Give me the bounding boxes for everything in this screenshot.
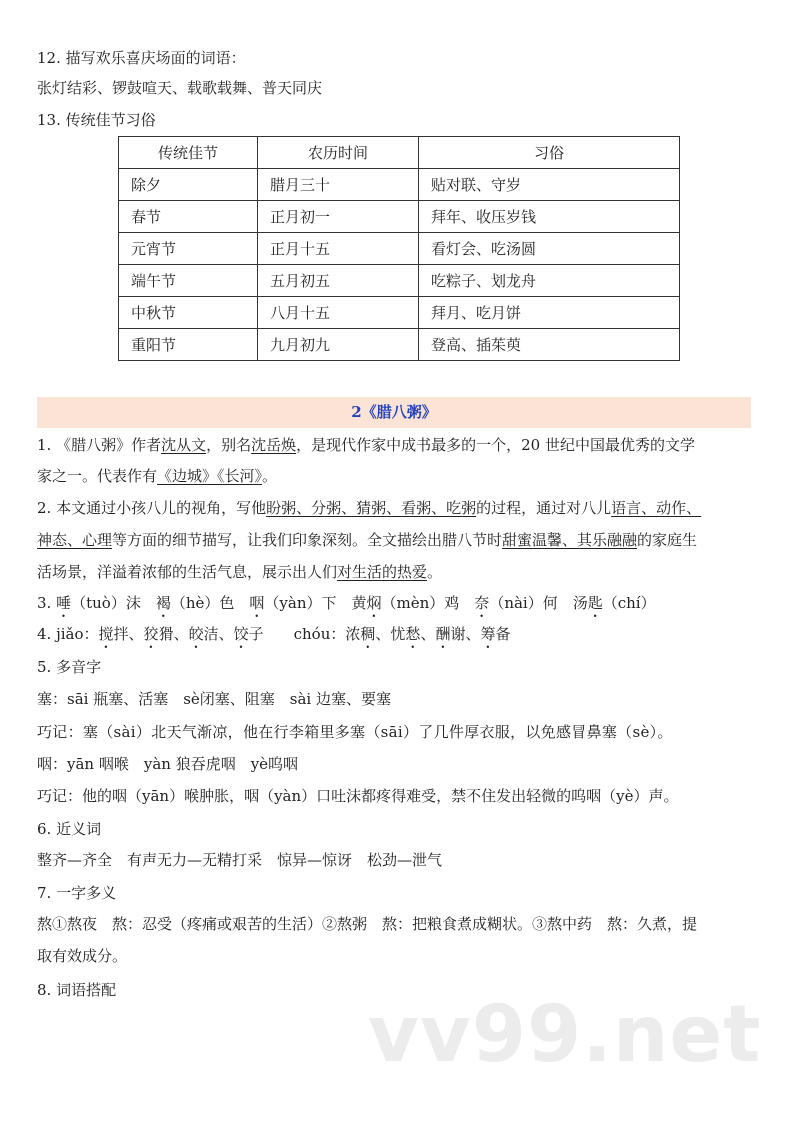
underlined: 对生活的热爱 <box>337 563 428 581</box>
text: 谢、 <box>450 625 481 643</box>
text: 洁、 <box>203 625 234 643</box>
festive-words: 张灯结彩、锣鼓喧天、载歌载舞、普天同庆 <box>37 79 323 97</box>
text: 4. jiǎo： <box>37 625 99 643</box>
underlined: 甜蜜温馨、其乐融融 <box>502 531 638 549</box>
underlined: 盼粥、分粥、猜粥、看粥、吃粥 <box>266 499 477 517</box>
text: 。 <box>262 467 278 485</box>
item-3 <box>37 593 656 621</box>
text: 拌、 <box>113 625 144 643</box>
table-cell: 五月初五 <box>258 265 419 297</box>
table-cell: 春节 <box>119 201 258 233</box>
text: 的过程，通过对八儿 <box>476 499 612 517</box>
heading-5: 5. 多音字 <box>37 658 102 676</box>
meanings-line-2: 取有效成分。 <box>37 947 128 965</box>
item-4 <box>37 624 511 652</box>
yan-readings: 咽：yān 咽喉 yàn 狼吞虎咽 yè呜咽 <box>37 755 299 773</box>
text: 的家庭生 <box>637 531 698 549</box>
watermark: vv99.net <box>368 990 762 1080</box>
table-row <box>119 297 680 329</box>
heading-12: 12. 描写欢乐喜庆场面的词语： <box>37 49 246 67</box>
text: （nài）何 汤 <box>489 594 588 612</box>
col-header: 传统佳节 <box>119 137 258 169</box>
emphasized-char: 狡 <box>143 625 159 643</box>
item-1-line-1 <box>37 435 695 455</box>
heading-8: 8. 词语搭配 <box>37 981 117 999</box>
meanings-line-1: 熬①熬夜 熬：忍受（疼痛或艰苦的生活）②熬粥 熬：把粮食煮成糊状。③熬中药 熬：久煮，提 <box>37 915 698 933</box>
emphasized-char: 匙 <box>587 594 603 612</box>
table-header-row <box>119 137 680 169</box>
text: 1. 《腊八粥》作者 <box>37 436 162 454</box>
col-header: 农历时间 <box>258 137 419 169</box>
table-cell: 贴对联、守岁 <box>419 169 680 201</box>
item-1-line-2 <box>37 466 277 486</box>
text: 、 <box>420 625 436 643</box>
section-title: 2《腊八粥》 <box>37 397 751 428</box>
table-cell: 除夕 <box>119 169 258 201</box>
item-2-line-1 <box>37 498 701 518</box>
text: 、忧 <box>375 625 406 643</box>
text: （mèn）鸡 <box>381 594 475 612</box>
author: 沈从文 <box>161 436 207 454</box>
emphasized-char: 褐 <box>155 594 171 612</box>
table-row <box>119 329 680 361</box>
text: ，别名 <box>206 436 252 454</box>
emphasized-char: 酬 <box>435 625 451 643</box>
emphasized-char: 饺 <box>233 625 249 643</box>
col-header: 习俗 <box>419 137 680 169</box>
text: （hè）色 <box>170 594 250 612</box>
table-cell: 正月初一 <box>258 201 419 233</box>
emphasized-char: 愁 <box>405 625 421 643</box>
text: 2. 本文通过小孩八儿的视角，写他 <box>37 499 267 517</box>
text: 3. <box>37 594 57 612</box>
underlined: 语言、动作、 <box>611 499 702 517</box>
yan-tip: 巧记：他的咽（yān）喉肿胀，咽（yàn）口吐沫都疼得难受，禁不住发出轻微的呜咽（yè）声。 <box>37 787 679 805</box>
text: 猾、 <box>158 625 189 643</box>
text: （chí） <box>602 594 656 612</box>
text: 备 <box>495 625 511 643</box>
heading-7: 7. 一字多义 <box>37 884 117 902</box>
table-cell: 登高、插茱萸 <box>419 329 680 361</box>
text: 子 chóu：浓 <box>248 625 361 643</box>
table-cell: 重阳节 <box>119 329 258 361</box>
table-cell: 正月十五 <box>258 233 419 265</box>
table-cell: 九月初九 <box>258 329 419 361</box>
emphasized-char: 唾 <box>56 594 72 612</box>
emphasized-char: 奈 <box>474 594 490 612</box>
emphasized-char: 搅 <box>98 625 114 643</box>
table-cell: 端午节 <box>119 265 258 297</box>
emphasized-char: 咽 <box>249 594 265 612</box>
emphasized-char: 筹 <box>480 625 496 643</box>
item-2-line-2 <box>37 530 697 550</box>
heading-13: 13. 传统佳节习俗 <box>37 111 156 129</box>
text: （yàn）下 黄 <box>264 594 367 612</box>
table-cell: 八月十五 <box>258 297 419 329</box>
sai-tip: 巧记：塞（sài）北天气渐凉，他在行李箱里多塞（sāi）了几件厚衣服，以免感冒鼻塞（sè）。 <box>37 723 673 741</box>
text: 。 <box>427 563 443 581</box>
table-cell: 元宵节 <box>119 233 258 265</box>
table-cell: 拜年、收压岁钱 <box>419 201 680 233</box>
text: 等方面的细节描写，让我们印象深刻。全文描绘出腊八节时 <box>112 531 503 549</box>
emphasized-char: 皎 <box>188 625 204 643</box>
table-row <box>119 233 680 265</box>
text: （tuò）沫 <box>71 594 156 612</box>
underlined: 神态、心理 <box>37 531 113 549</box>
table-row <box>119 201 680 233</box>
table-row <box>119 265 680 297</box>
emphasized-char: 稠 <box>360 625 376 643</box>
works: 《边城》《长河》 <box>157 467 263 485</box>
text: 活场景，洋溢着浓郁的生活气息，展示出人们 <box>37 563 338 581</box>
table-cell: 拜月、吃月饼 <box>419 297 680 329</box>
table-cell: 中秋节 <box>119 297 258 329</box>
heading-6: 6. 近义词 <box>37 820 102 838</box>
alias: 沈岳焕 <box>251 436 297 454</box>
synonyms: 整齐—齐全 有声无力—无精打采 惊异—惊讶 松劲—泄气 <box>37 851 443 869</box>
festival-table <box>118 136 680 361</box>
table-cell: 看灯会、吃汤圆 <box>419 233 680 265</box>
table-row <box>119 169 680 201</box>
item-2-line-3 <box>37 562 442 582</box>
sai-readings: 塞：sāi 瓶塞、活塞 sè闭塞、阻塞 sài 边塞、要塞 <box>37 690 391 708</box>
text: ，是现代作家中成书最多的一个，20 世纪中国最优秀的文学 <box>296 436 695 454</box>
table-cell: 吃粽子、划龙舟 <box>419 265 680 297</box>
table-cell: 腊月三十 <box>258 169 419 201</box>
emphasized-char: 焖 <box>366 594 382 612</box>
text: 家之一。代表作有 <box>37 467 158 485</box>
